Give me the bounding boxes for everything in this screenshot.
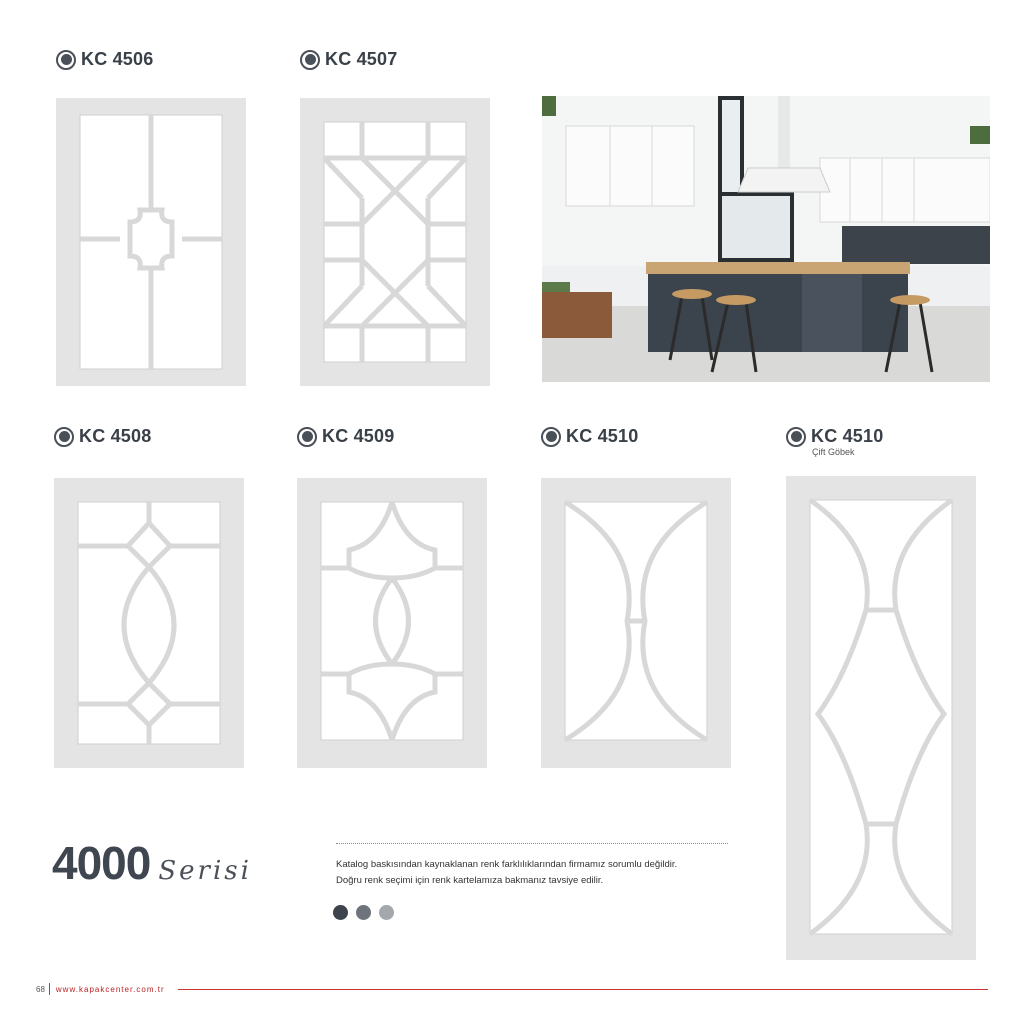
product-code: KC 4506 bbox=[81, 49, 154, 69]
color-swatch bbox=[333, 905, 348, 920]
product-label-kc4508 bbox=[54, 426, 151, 447]
footer-separator bbox=[49, 983, 50, 995]
product-code: KC 4510 bbox=[811, 426, 884, 446]
bullet-icon bbox=[56, 50, 76, 70]
disclaimer-note bbox=[336, 857, 736, 889]
series-title bbox=[52, 836, 252, 890]
website-link[interactable]: www.kapakcenter.com.tr bbox=[55, 984, 165, 994]
product-subtitle: Çift Göbek bbox=[812, 447, 855, 457]
color-swatches bbox=[333, 905, 394, 920]
bullet-icon bbox=[786, 427, 806, 447]
door-kc4507 bbox=[300, 98, 490, 386]
kitchen-photo bbox=[542, 96, 990, 382]
footer bbox=[36, 983, 165, 995]
bullet-icon bbox=[297, 427, 317, 447]
series-number: 4000 bbox=[52, 837, 151, 889]
door-kc4510 bbox=[541, 478, 731, 768]
color-swatch bbox=[356, 905, 371, 920]
product-code: KC 4509 bbox=[322, 426, 395, 446]
product-label-kc4506 bbox=[56, 49, 153, 70]
series-script: Serisi bbox=[158, 856, 252, 886]
door-kc4506 bbox=[56, 98, 246, 386]
door-kc4508 bbox=[54, 478, 244, 768]
disclaimer-line-2: Doğru renk seçimi için renk kartelamıza bakmanız tavsiye edilir. bbox=[336, 875, 604, 886]
product-label-kc4509 bbox=[297, 426, 394, 447]
door-kc4510-double bbox=[786, 476, 976, 960]
disclaimer-line-1: Katalog baskısından kaynaklanan renk farklılıklarından firmamız sorumlu değildir. bbox=[336, 859, 678, 870]
product-label-kc4510-double bbox=[786, 426, 883, 447]
product-label-kc4510 bbox=[541, 426, 638, 447]
bullet-icon bbox=[300, 50, 320, 70]
product-code: KC 4507 bbox=[325, 49, 398, 69]
color-swatch bbox=[379, 905, 394, 920]
door-kc4509 bbox=[297, 478, 487, 768]
page-number: 68 bbox=[36, 984, 45, 994]
bullet-icon bbox=[541, 427, 561, 447]
bullet-icon bbox=[54, 427, 74, 447]
footer-rule bbox=[178, 989, 988, 990]
dotted-divider bbox=[336, 843, 728, 844]
product-code: KC 4510 bbox=[566, 426, 639, 446]
product-code: KC 4508 bbox=[79, 426, 152, 446]
product-label-kc4507 bbox=[300, 49, 397, 70]
